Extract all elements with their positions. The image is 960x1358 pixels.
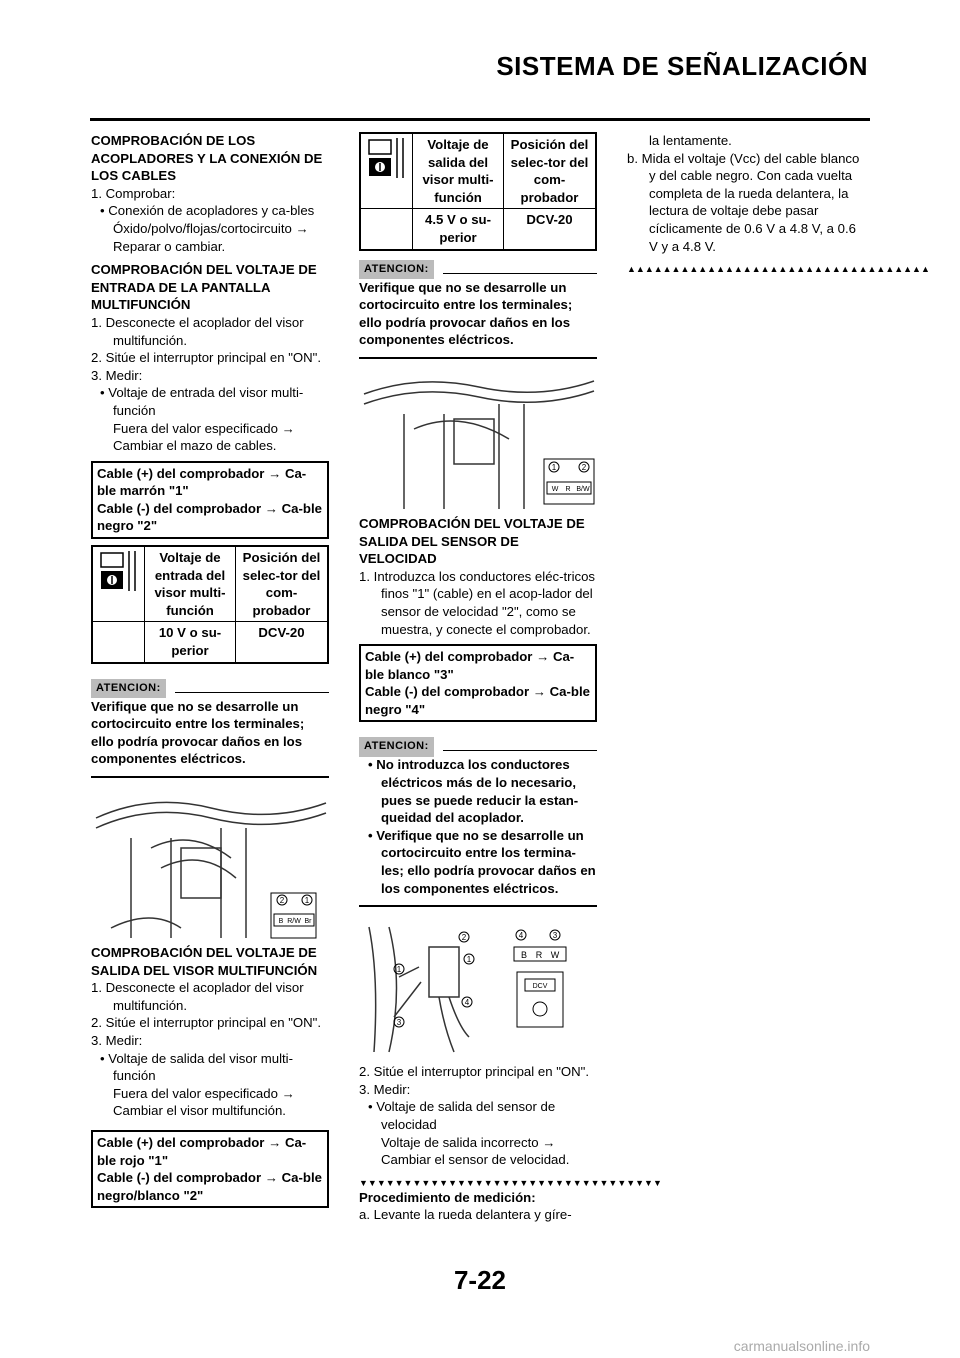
lead-positive: Cable (+) del comprobador → Ca-ble blanco "3" <box>365 649 575 682</box>
caution-label: ATENCION: <box>359 260 434 280</box>
step: 1. Desconecte el acoplador del visor multifunción. <box>91 980 304 1013</box>
callout: 3 <box>396 1018 402 1028</box>
tester-lead-box <box>91 461 329 539</box>
pin-label: R <box>535 950 543 961</box>
callout-1: 1 <box>551 462 557 472</box>
caution-header <box>359 259 597 279</box>
step: b. Mida el voltaje (Vcc) del cable blanco y del cable negro. Con cada vuelta completa de la rueda delantera, la lectura de voltaje debe pasar cíclicamente de 0.6 V a 4.8 V, a 0.6 V y a 4.8 V. <box>627 150 860 254</box>
callout: 1 <box>466 955 472 965</box>
bullet: • Conexión de acopladores y ca-bles <box>100 203 315 219</box>
page-title: SISTEMA DE SEÑALIZACIÓN <box>496 51 868 81</box>
tester-lead-box <box>359 644 597 722</box>
bullet: • Voltaje de salida del sensor de velocidad <box>368 1099 556 1132</box>
step: a. Levante la rueda delantera y gíre- <box>359 1207 572 1223</box>
pin-label: B/W <box>576 485 590 493</box>
caution-header <box>359 736 597 756</box>
caution-label: ATENCION: <box>91 679 166 699</box>
callout: 3 <box>552 931 558 941</box>
section-heading: COMPROBACIÓN DEL VOLTAJE DE ENTRADA DE LA PANTALLA MULTIFUNCIÓN <box>91 262 317 313</box>
step: 1. Comprobar: <box>91 185 176 201</box>
callout-2: 2 <box>279 896 285 905</box>
figure-multifunction-display <box>91 788 329 938</box>
column-2 <box>359 132 662 1224</box>
callout: 4 <box>464 998 470 1008</box>
pin-label: B <box>520 950 528 961</box>
bullet: • Voltaje de salida del visor multi-función <box>100 1050 293 1084</box>
procedure-heading: Procedimiento de medición: <box>359 1189 536 1205</box>
table-cell: 4.5 V o su-perior <box>413 209 504 248</box>
caution-list <box>359 756 597 907</box>
pin-label: W <box>551 485 559 493</box>
pin-label: W <box>550 950 560 961</box>
lead-negative: Cable (-) del comprobador → Ca-ble negro "2" <box>97 500 322 534</box>
multimeter-icon <box>361 134 413 209</box>
multimeter-icon <box>93 547 145 622</box>
caution-bullet: • Verifique que no se desarrolle un cortocircuito entre los termina-les; ello podría provocar daños en los componentes eléctricos. <box>368 827 596 896</box>
pin-label: B <box>278 918 284 925</box>
spec-table <box>91 545 329 664</box>
spec-table <box>359 132 597 251</box>
meter-label: DCV <box>532 983 548 991</box>
caution-label: ATENCION: <box>359 737 434 757</box>
bullet: • Voltaje de entrada del visor multi-función <box>100 385 304 418</box>
spec-text: Fuera del valor especificado → <box>113 420 295 436</box>
callout: 2 <box>461 933 467 943</box>
section-heading: COMPROBACIÓN DEL VOLTAJE DE SALIDA DEL SENSOR DE VELOCIDAD <box>359 515 585 567</box>
spec-text: Óxido/polvo/flojas/cortocircuito → <box>113 220 309 236</box>
lead-negative: Cable (-) del comprobador → Ca-ble negro "4" <box>365 684 590 717</box>
callout: 4 <box>518 931 524 941</box>
figure-speed-sensor-test <box>359 917 597 1057</box>
callout-1: 1 <box>304 896 310 905</box>
tester-lead-box <box>91 1130 329 1208</box>
spec-text: Reparar o cambiar. <box>113 238 226 254</box>
step: 3. Medir: <box>359 1081 411 1097</box>
watermark: carmanualsonline.info <box>733 1338 870 1354</box>
spec-text: Voltaje de salida incorrecto → <box>381 1134 556 1150</box>
procedure-end-marker: ▲▲▲▲▲▲▲▲▲▲▲▲▲▲▲▲▲▲▲▲▲▲▲▲▲▲▲▲▲▲▲▲▲▲ <box>627 264 930 275</box>
step: 2. Sitúe el interruptor principal en "ON". <box>359 1064 589 1080</box>
callout: 1 <box>396 965 402 975</box>
caution-bullet: • No introduzca los conductores eléctricos más de lo necesario, pues se puede reducir la estan-queidad del acoplador. <box>368 757 579 826</box>
column-1 <box>91 132 329 1214</box>
caution-text: Verifique que no se desarrolle un cortocircuito entre los terminales; ello podría provocar daños en los componentes eléctricos. <box>91 698 329 778</box>
step: 1. Introduzca los conductores eléc-tricos finos "1" (cable) en el acop-lador del sensor de velocidad "2", como se muestra, y conecte el comprobador. <box>359 568 596 637</box>
step: 1. Desconecte el acoplador del visor multifunción. <box>91 314 304 348</box>
column-3 <box>627 132 930 275</box>
table-header: Posición del selec-tor del com-probador <box>236 547 327 622</box>
caution-text: Verifique que no se desarrolle un cortocircuito entre los terminales; ello podría provocar daños en los componentes eléctricos. <box>359 279 597 359</box>
header-rule <box>90 118 870 121</box>
lead-positive: Cable (+) del comprobador → Ca-ble rojo "1" <box>97 1134 307 1168</box>
figure-handlebar-coupler <box>359 369 597 509</box>
page-number: 7-22 <box>453 1265 507 1295</box>
pin-label: R/W <box>287 918 301 925</box>
step: 2. Sitúe el interruptor principal en "ON". <box>91 1015 321 1031</box>
spec-text: Cambiar el visor multifunción. <box>113 1103 286 1119</box>
step: 3. Medir: <box>91 367 143 383</box>
table-header: Posición del selec-tor del com-probador <box>504 134 595 209</box>
step: 3. Medir: <box>91 1032 143 1048</box>
section-heading: COMPROBACIÓN DEL VOLTAJE DE SALIDA DEL VISOR MULTIFUNCIÓN <box>91 945 318 978</box>
table-header: Voltaje de entrada del visor multi-función <box>145 547 236 622</box>
spec-text: Cambiar el sensor de velocidad. <box>381 1152 570 1168</box>
callout-2: 2 <box>581 462 587 472</box>
pin-label: R <box>565 485 571 493</box>
step: 2. Sitúe el interruptor principal en "ON". <box>91 350 321 366</box>
table-cell: DCV-20 <box>526 212 573 228</box>
caution-header <box>91 678 329 698</box>
table-cell: DCV-20 <box>258 625 305 641</box>
section-heading: COMPROBACIÓN DE LOS ACOPLADORES Y LA CONEXIÓN DE LOS CABLES <box>91 133 323 184</box>
table-cell: 10 V o su-perior <box>145 622 236 661</box>
table-cell-empty <box>361 209 413 248</box>
lead-positive: Cable (+) del comprobador → Ca-ble marrón "1" <box>97 465 307 499</box>
spec-text: Fuera del valor especificado → <box>113 1085 295 1101</box>
table-cell-empty <box>93 622 145 661</box>
step-continuation: la lentamente. <box>649 133 732 148</box>
pin-label: Br <box>304 918 312 925</box>
procedure-start-marker: ▼▼▼▼▼▼▼▼▼▼▼▼▼▼▼▼▼▼▼▼▼▼▼▼▼▼▼▼▼▼▼▼▼▼ <box>359 1177 662 1188</box>
lead-negative: Cable (-) del comprobador → Ca-ble negro/blanco "2" <box>97 1170 322 1203</box>
table-header: Voltaje de salida del visor multi-función <box>413 134 504 209</box>
spec-text: Cambiar el mazo de cables. <box>113 438 277 454</box>
